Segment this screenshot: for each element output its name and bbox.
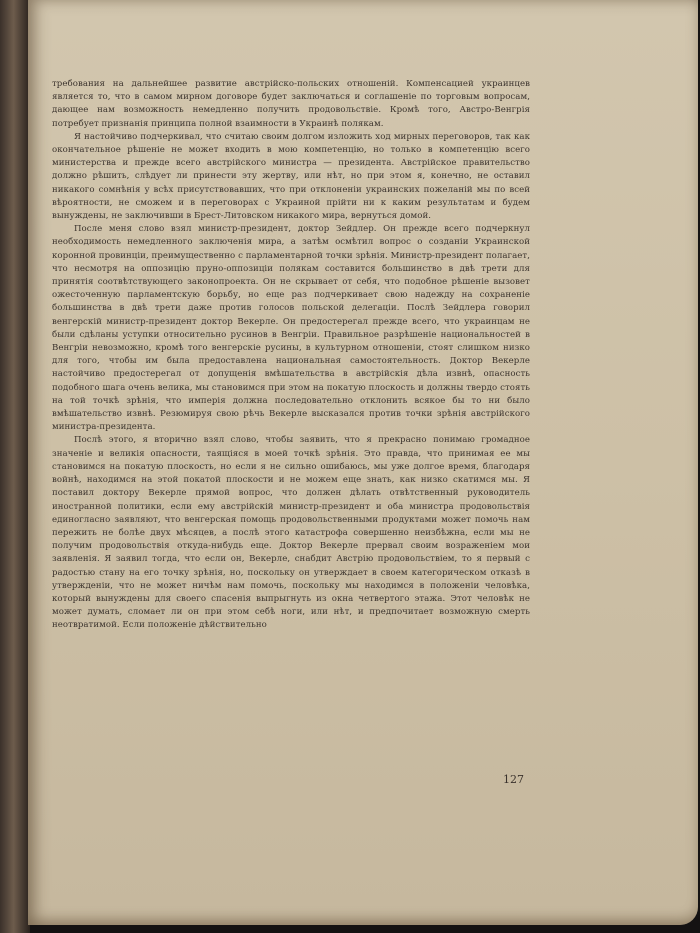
book-page [28,0,698,925]
paragraph-2: Я настойчиво подчеркивал, что считаю своим долгом изложить ход мирных переговоров, так как окончательное рѣшеніе не может входить в мою компетенцію, но только в компетенцію всего министерства и прежде всего австрійского министра — президента. Австрійское правительство должно рѣшить, слѣдует ли принести эту жертву, или нѣт, но при этом я, конечно, не оставил никакого сомнѣнія у всѣх присутствовавших, что при отклоненіи украинских пожеланій мы по всей вѣроятности, не сможем и в переговорах с Украиной прійти ни к каким результатам и будем вынуждены, не заключивши в Брест-Литовском никакого мира, вернуться домой. [52,131,530,222]
book-spine [0,0,30,933]
page-text [52,78,530,633]
page-number: 127 [503,773,524,786]
paragraph-3: После меня слово взял министр-президент, доктор Зейдлер. Он прежде всего подчеркнул необходимость немедленного заключенія мира, а затѣм осмѣтил вопрос о созданіи Украинской коронной провинціи, преимущественно с парламентарной точки зрѣнія. Министр-президент полагает, что несмотря на оппозицію пруно-оппозиціи полякам составится большинство в двѣ трети для принятія соотвѣтствующего законопроекта. Он не скрывает от себя, что подобное рѣшеніе вызовет ожесточенную парламентскую борьбу, но еще раз подчеркивает свою надежду на сохраненіе большинства в двѣ трети даже против голосов польской делегаціи. Послѣ Зейдлера говорил венгерскій министр-президент доктор Векерле. Он предостерегал прежде всего, что украинцам не были сдѣланы уступки относительно русинов в Венгріи. Правильное разрѣшеніе национальностей в Венгріи невозможно, кромѣ того венгерскіе русины, в культурном отношеніи, стоят слишком низко для того, чтобы им была предоставлена национальная самостоятельность. Доктор Векерле настойчиво предостерегал от допущенія вмѣшательства в австрійскія дѣла извнѣ, опасность подобного шага очень велика, мы становимся при этом на покатую плоскость и должны твердо стоять на той точкѣ зрѣнія, что имперія должна последовательно отклонить всякое бы то ни было вмѣшательство извнѣ. Резюмируя свою рѣчь Векерле высказался против точки зрѣнія австрійского министра-президента. [52,224,530,433]
paragraph-4: Послѣ этого, я вторично взял слово, чтобы заявить, что я прекрасно понимаю громадное значеніе и великія опасности, таящіяся в моей точкѣ зрѣнія. Это правда, что принимая ее мы становимся на покатую плоскость, но если я не сильно ошибаюсь, мы уже долгое время, благодаря войнѣ, находимся на этой покатой плоскости и не можем еще знать, как низко скатимся мы. Я поставил доктору Векерле прямой вопрос, что должен дѣлать отвѣтственный руководитель иностранной политики, если ему австрійскій министр-президент и оба министра продовольствія единогласно заявляют, что венгерская помощь продовольственными продуктами может помочь нам пережить не болѣе двух мѣсяцев, а послѣ этого катастрофа совершенно неизбѣжна, если мы не получим продовольствія откуда-нибудь еще. Доктор Векерле прервал своим возраженіем мои заявленія. Я заявил тогда, что если он, Векерле, снабдит Австрію продовольствіем, то я первый с радостью стану на его точку зрѣнія, но, поскольку он утверждает в своем категорическом отказѣ в утвержденіи, что не может ничѣм нам помочь, поскольку мы находимся в положеніи человѣка, который вынуждены для своего спасенія выпрыгнуть из окна четвертого этажа. Этот человѣк не может думать, сломает ли он при этом себѣ ноги, или нѣт, и предпочитает возможную смерть неотвратимой. Если положеніе дѣйствительно [52,435,530,631]
paragraph-1: требования на дальнейшее развитие австрійско-польских отношеній. Компенсацией украинцев является то, что в самом мирном договоре будет заключаться и соглашеніе по торговым вопросам, дающее нам возможность немедленно получить продовольствіе. Кромѣ того, Австро-Венгрія потребует признанія принципа полной взаимности в Украинѣ полякам. [52,79,530,129]
